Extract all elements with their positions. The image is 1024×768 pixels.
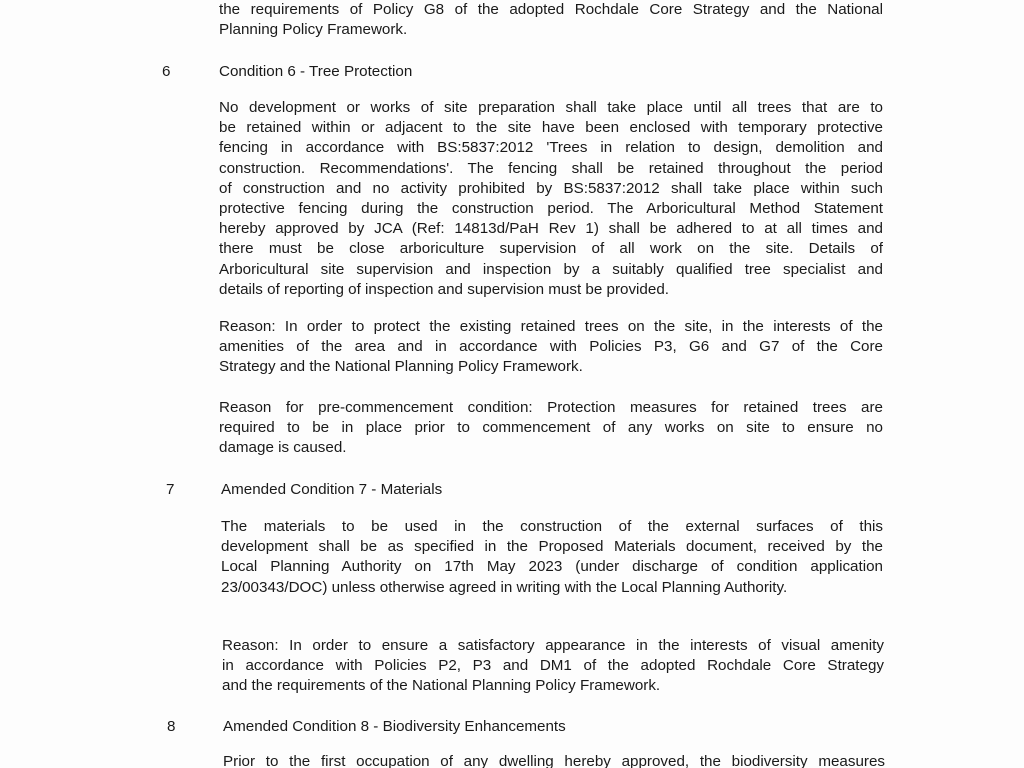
condition-number: 8 xyxy=(167,718,176,735)
text-line: amenities of the area and in accordance with Policies P3, G6 and G7 of the Core xyxy=(219,338,883,356)
condition-reason xyxy=(222,636,884,697)
text-line: Reason: In order to protect the existing retained trees on the site, in the interests of the xyxy=(219,318,883,335)
text-line: Strategy and the National Planning Policy Framework. xyxy=(219,358,583,376)
text-line: Arboricultural site supervision and inspection by a suitably qualified tree specialist and xyxy=(219,260,883,278)
text-line: fencing in accordance with BS:5837:2012 'Trees in relation to design, demolition and xyxy=(219,139,883,157)
text-line: The materials to be used in the construction of the external surfaces of this xyxy=(221,518,883,535)
text-line: development shall be as specified in the Proposed Materials document, received by the xyxy=(221,538,883,556)
condition-heading: Amended Condition 7 - Materials xyxy=(221,481,443,498)
intro-paragraph xyxy=(219,0,883,40)
condition-reason xyxy=(219,317,883,378)
text-line: required to be in place prior to commencement of any works on site to ensure no xyxy=(219,419,883,437)
text-line: Prior to the first occupation of any dwelling hereby approved, the biodiversity measures xyxy=(223,753,885,768)
text-line: there must be close arboriculture supervision of all work on the site. Details of xyxy=(219,240,883,258)
text-line: and the requirements of the National Planning Policy Framework. xyxy=(222,677,661,695)
text-line: in accordance with Policies P2, P3 and DM1 of the adopted Rochdale Core Strategy xyxy=(222,657,884,675)
text-line: 23/00343/DOC) unless otherwise agreed in writing with the Local Planning Authority. xyxy=(221,578,788,596)
text-line: of construction and no activity prohibited by BS:5837:2012 shall take place within such xyxy=(219,179,883,197)
precommencement-reason xyxy=(219,398,883,459)
condition-number: 7 xyxy=(166,481,175,498)
text-line: details of reporting of inspection and supervision must be provided. xyxy=(219,280,669,298)
condition-body xyxy=(223,752,885,768)
text-line: Reason: In order to ensure a satisfactory appearance in the interests of visual amenity xyxy=(222,637,884,654)
text-line: Reason for pre-commencement condition: Protection measures for retained trees are xyxy=(219,399,883,416)
text-line: the requirements of Policy G8 of the adopted Rochdale Core Strategy and the National xyxy=(219,1,883,18)
condition-body xyxy=(221,517,883,598)
text-line: construction. Recommendations'. The fencing shall be retained throughout the period xyxy=(219,159,883,177)
text-line: damage is caused. xyxy=(219,439,347,457)
text-line: hereby approved by JCA (Ref: 14813d/PaH Rev 1) shall be adhered to at all times and xyxy=(219,220,883,238)
condition-heading: Amended Condition 8 - Biodiversity Enhancements xyxy=(223,718,566,735)
text-line: be retained within or adjacent to the site have been enclosed with temporary protective xyxy=(219,119,883,137)
condition-body xyxy=(219,98,883,300)
condition-heading: Condition 6 - Tree Protection xyxy=(219,63,413,80)
condition-number: 6 xyxy=(162,63,171,80)
text-line: Local Planning Authority on 17th May 2023 (under discharge of condition application xyxy=(221,558,883,576)
text-line: No development or works of site preparation shall take place until all trees that are to xyxy=(219,99,883,116)
text-line: protective fencing during the construction period. The Arboricultural Method Statement xyxy=(219,200,883,218)
text-line: Planning Policy Framework. xyxy=(219,21,408,39)
